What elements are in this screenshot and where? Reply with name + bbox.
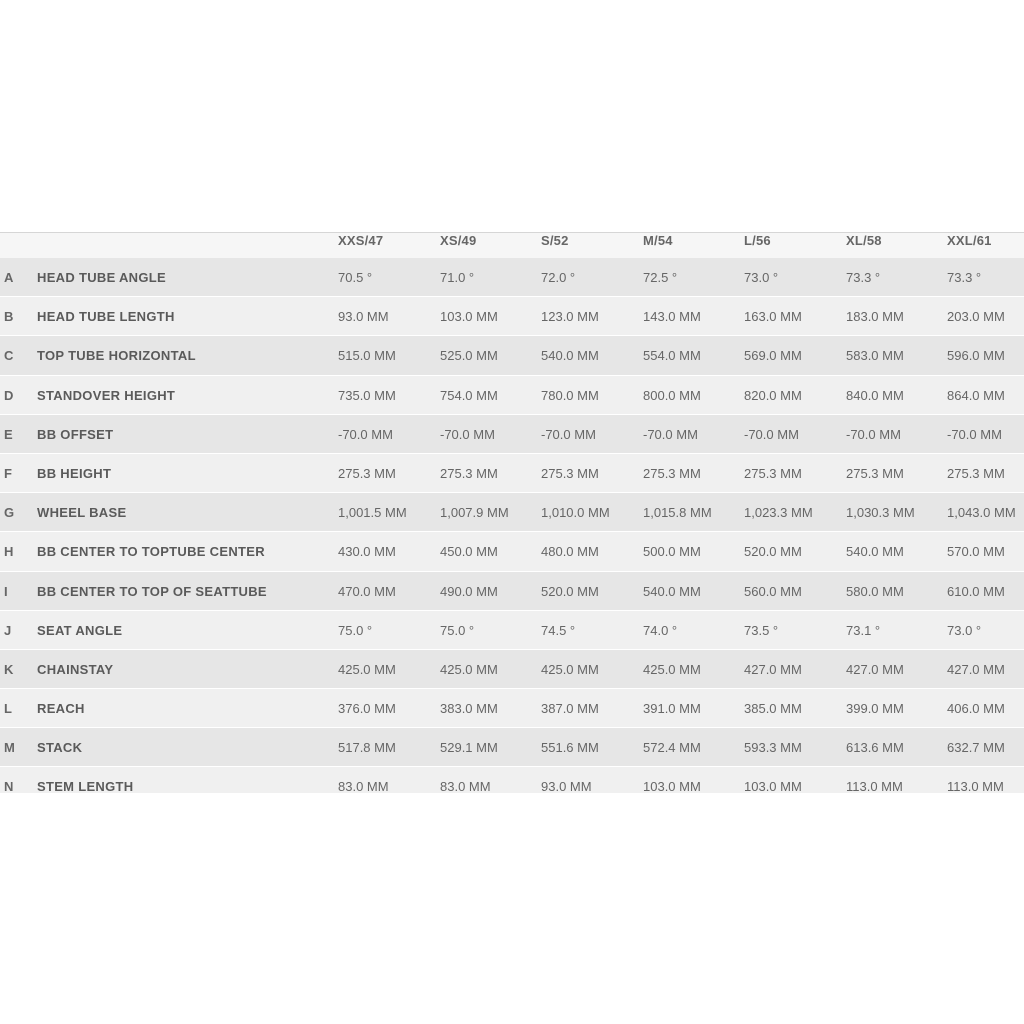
table-cell: 820.0 MM	[744, 387, 802, 403]
size-header: XXS/47	[338, 233, 384, 248]
table-cell: 540.0 MM	[846, 544, 904, 560]
table-cell: 540.0 MM	[541, 348, 599, 364]
table-cell: 517.8 MM	[338, 740, 396, 756]
table-cell: 427.0 MM	[846, 661, 904, 677]
table-cell: 103.0 MM	[440, 309, 498, 325]
table-cell: 500.0 MM	[643, 544, 701, 560]
table-cell: 800.0 MM	[643, 387, 701, 403]
table-cell: 425.0 MM	[338, 661, 396, 677]
row-letter: H	[4, 544, 14, 560]
row-label: STEM LENGTH	[37, 779, 134, 793]
row-label: TOP TUBE HORIZONTAL	[37, 348, 196, 364]
table-cell: 73.3 °	[947, 270, 982, 285]
table-cell: 425.0 MM	[440, 661, 498, 677]
table-cell: 74.5 °	[541, 622, 576, 638]
row-label: SEAT ANGLE	[37, 622, 123, 638]
size-header: XS/49	[440, 233, 477, 248]
table-cell: 520.0 MM	[541, 583, 599, 599]
table-cell: 570.0 MM	[947, 544, 1005, 560]
table-cell: 399.0 MM	[846, 701, 904, 717]
table-cell: 480.0 MM	[541, 544, 599, 560]
row-letter: B	[4, 309, 14, 325]
table-cell: 580.0 MM	[846, 583, 904, 599]
table-cell: 143.0 MM	[643, 309, 701, 325]
table-cell: 1,010.0 MM	[541, 505, 610, 521]
table-cell: 163.0 MM	[744, 309, 802, 325]
table-row	[0, 493, 1024, 532]
table-cell: 613.6 MM	[846, 740, 904, 756]
row-letter: K	[4, 661, 14, 677]
table-row	[0, 258, 1024, 297]
table-cell: 275.3 MM	[744, 465, 802, 481]
table-cell: 83.0 MM	[440, 779, 491, 793]
table-cell: 525.0 MM	[440, 348, 498, 364]
table-row	[0, 767, 1024, 793]
table-row	[0, 650, 1024, 689]
table-cell: 572.4 MM	[643, 740, 701, 756]
table-cell: 71.0 °	[440, 270, 475, 285]
row-label: BB OFFSET	[37, 426, 114, 442]
table-cell: 735.0 MM	[338, 387, 396, 403]
table-cell: 103.0 MM	[744, 779, 802, 793]
table-cell: 73.0 °	[744, 270, 779, 285]
table-cell: 275.3 MM	[440, 465, 498, 481]
table-cell: 596.0 MM	[947, 348, 1005, 364]
row-label: BB CENTER TO TOPTUBE CENTER	[37, 544, 265, 560]
table-cell: 427.0 MM	[744, 661, 802, 677]
table-cell: 113.0 MM	[947, 779, 1004, 793]
size-header: XXL/61	[947, 233, 992, 248]
table-cell: 103.0 MM	[643, 779, 701, 793]
table-cell: 610.0 MM	[947, 583, 1005, 599]
row-label: STACK	[37, 740, 83, 756]
table-cell: 73.3 °	[846, 270, 881, 285]
table-cell: 593.3 MM	[744, 740, 802, 756]
table-cell: 72.5 °	[643, 270, 678, 285]
table-cell: 425.0 MM	[541, 661, 599, 677]
table-cell: -70.0 MM	[846, 426, 901, 442]
table-cell: 275.3 MM	[947, 465, 1005, 481]
table-cell: 515.0 MM	[338, 348, 396, 364]
table-cell: 1,030.3 MM	[846, 505, 915, 521]
row-letter: M	[4, 740, 15, 756]
table-cell: 1,001.5 MM	[338, 505, 407, 521]
table-cell: -70.0 MM	[541, 426, 596, 442]
table-cell: 183.0 MM	[846, 309, 904, 325]
table-cell: 583.0 MM	[846, 348, 904, 364]
row-letter: N	[4, 779, 14, 793]
row-label: HEAD TUBE LENGTH	[37, 309, 175, 325]
table-cell: -70.0 MM	[338, 426, 393, 442]
table-cell: 73.1 °	[846, 622, 881, 638]
size-header: S/52	[541, 233, 569, 248]
row-letter: C	[4, 348, 14, 364]
table-cell: 75.0 °	[338, 622, 373, 638]
table-cell: 569.0 MM	[744, 348, 802, 364]
table-cell: 470.0 MM	[338, 583, 396, 599]
table-cell: 73.0 °	[947, 622, 982, 638]
table-cell: 75.0 °	[440, 622, 475, 638]
table-cell: 123.0 MM	[541, 309, 599, 325]
table-cell: 1,043.0 MM	[947, 505, 1016, 521]
row-letter: D	[4, 387, 14, 403]
table-cell: -70.0 MM	[947, 426, 1002, 442]
table-cell: 1,015.8 MM	[643, 505, 712, 521]
table-cell: 406.0 MM	[947, 701, 1005, 717]
table-cell: 430.0 MM	[338, 544, 396, 560]
table-row	[0, 336, 1024, 375]
table-cell: 376.0 MM	[338, 701, 396, 717]
table-row	[0, 572, 1024, 611]
size-header-row	[0, 233, 1024, 258]
table-cell: -70.0 MM	[643, 426, 698, 442]
table-cell: 551.6 MM	[541, 740, 599, 756]
table-cell: 113.0 MM	[846, 779, 903, 793]
row-letter: G	[4, 505, 15, 521]
table-row	[0, 689, 1024, 728]
table-row	[0, 532, 1024, 571]
geometry-table	[0, 232, 1024, 793]
size-header: XL/58	[846, 233, 882, 248]
table-row	[0, 415, 1024, 454]
table-cell: 425.0 MM	[643, 661, 701, 677]
table-cell: 385.0 MM	[744, 701, 802, 717]
table-cell: 93.0 MM	[541, 779, 592, 793]
table-row	[0, 611, 1024, 650]
geometry-rows	[0, 258, 1024, 793]
table-cell: 275.3 MM	[338, 465, 396, 481]
table-cell: 632.7 MM	[947, 740, 1005, 756]
table-cell: 540.0 MM	[643, 583, 701, 599]
table-cell: 275.3 MM	[846, 465, 904, 481]
table-cell: 74.0 °	[643, 622, 678, 638]
row-letter: F	[4, 465, 12, 481]
table-cell: -70.0 MM	[744, 426, 799, 442]
table-cell: 93.0 MM	[338, 309, 389, 325]
table-cell: 70.5 °	[338, 270, 373, 285]
row-label: REACH	[37, 701, 85, 717]
row-letter: E	[4, 426, 13, 442]
size-header: M/54	[643, 233, 673, 248]
table-row	[0, 297, 1024, 336]
table-cell: 275.3 MM	[643, 465, 701, 481]
table-cell: 1,023.3 MM	[744, 505, 813, 521]
table-cell: 864.0 MM	[947, 387, 1005, 403]
table-cell: 754.0 MM	[440, 387, 498, 403]
row-letter: I	[4, 583, 8, 599]
row-label: BB HEIGHT	[37, 465, 112, 481]
table-cell: 83.0 MM	[338, 779, 389, 793]
row-letter: J	[4, 622, 12, 638]
table-cell: 387.0 MM	[541, 701, 599, 717]
table-cell: 520.0 MM	[744, 544, 802, 560]
table-cell: 427.0 MM	[947, 661, 1005, 677]
row-label: STANDOVER HEIGHT	[37, 387, 176, 403]
table-cell: 450.0 MM	[440, 544, 498, 560]
table-cell: 391.0 MM	[643, 701, 701, 717]
table-cell: 490.0 MM	[440, 583, 498, 599]
table-cell: 1,007.9 MM	[440, 505, 509, 521]
table-cell: 554.0 MM	[643, 348, 701, 364]
row-label: HEAD TUBE ANGLE	[37, 270, 166, 285]
table-row	[0, 454, 1024, 493]
row-label: BB CENTER TO TOP OF SEATTUBE	[37, 583, 267, 599]
table-row	[0, 376, 1024, 415]
table-cell: 560.0 MM	[744, 583, 802, 599]
table-cell: 73.5 °	[744, 622, 779, 638]
table-cell: 840.0 MM	[846, 387, 904, 403]
size-header: L/56	[744, 233, 771, 248]
table-cell: 72.0 °	[541, 270, 576, 285]
table-cell: 203.0 MM	[947, 309, 1005, 325]
row-letter: A	[4, 270, 14, 285]
table-cell: 529.1 MM	[440, 740, 498, 756]
row-label: CHAINSTAY	[37, 661, 114, 677]
row-label: WHEEL BASE	[37, 505, 127, 521]
table-cell: -70.0 MM	[440, 426, 495, 442]
table-row	[0, 728, 1024, 767]
row-letter: L	[4, 701, 12, 717]
table-cell: 780.0 MM	[541, 387, 599, 403]
table-cell: 383.0 MM	[440, 701, 498, 717]
table-cell: 275.3 MM	[541, 465, 599, 481]
